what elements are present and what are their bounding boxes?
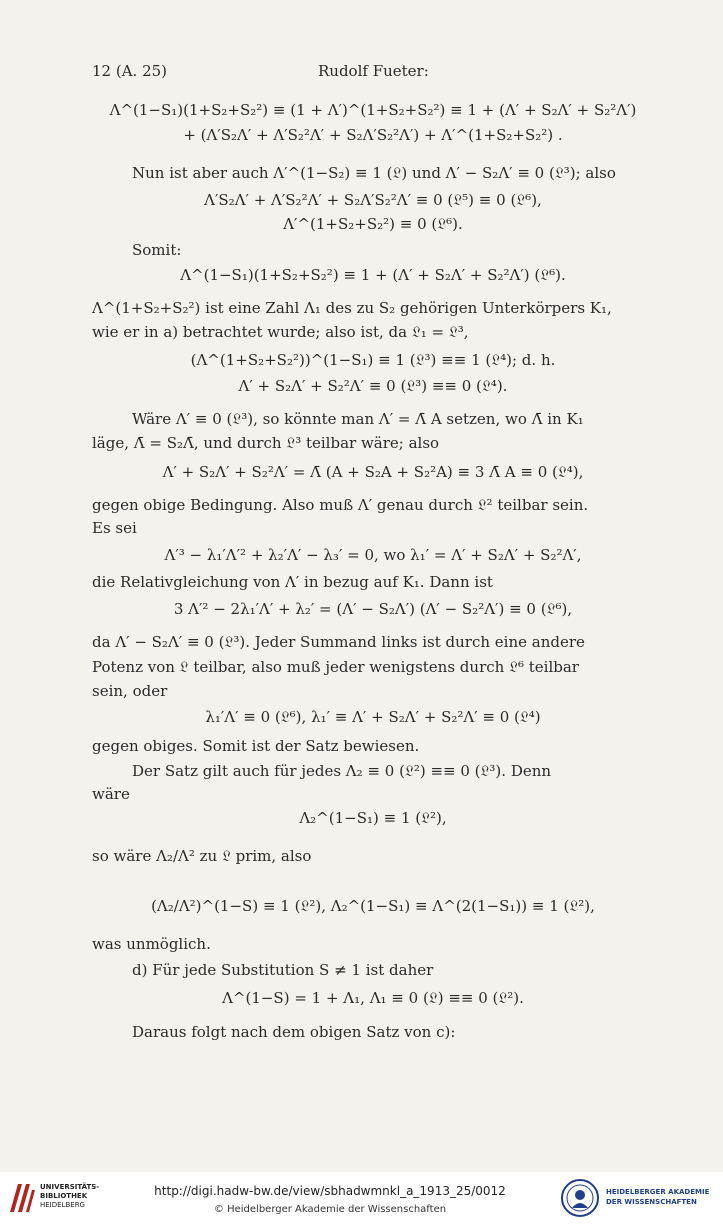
text-line: Nun ist aber auch Λ′^(1−S₂) ≡ 1 (𝔏) und Λ′ − S₂Λ′ ≡ 0 (𝔏³); also [132,164,616,182]
text-line: Somit: [132,241,182,259]
text-line: so wäre Λ₂/Λ² zu 𝔏 prim, also [92,847,312,865]
library-name-line: UNIVERSITÄTS- [40,1183,100,1191]
university-library-logo-icon [8,1180,36,1214]
formula-line: 3 Λ′² − 2λ₁′Λ′ + λ₂′ = (Λ′ − S₂Λ′) (Λ′ − S₂²Λ′) ≡ 0 (𝔏⁶), [173,600,573,618]
formula-line: Λ^(1−S) = 1 + Λ₁, Λ₁ ≡ 0 (𝔏) ≡≡ 0 (𝔏²). [222,989,524,1007]
formula-line: + (Λ′S₂Λ′ + Λ′S₂²Λ′ + S₂Λ′S₂²Λ′) + Λ′^(1+S₂+S₂²) . [183,126,563,144]
text-line: wie er in a) betrachtet wurde; also ist, da 𝔏₁ = 𝔏³, [92,323,469,341]
formula-line: Λ′ + S₂Λ′ + S₂²Λ′ ≡ 0 (𝔏³) ≡≡ 0 (𝔏⁴). [238,377,508,395]
formula-line: (Λ^(1+S₂+S₂²))^(1−S₁) ≡ 1 (𝔏³) ≡≡ 1 (𝔏⁴); d. h. [190,351,556,369]
formula-line: λ₁′Λ′ ≡ 0 (𝔏⁶), λ₁′ ≡ Λ′ + S₂Λ′ + S₂²Λ′ ≡ 0 (𝔏⁴) [205,708,541,726]
formula-line: Λ^(1−S₁)(1+S₂+S₂²) ≡ (1 + Λ′)^(1+S₂+S₂²) ≡ 1 + (Λ′ + S₂Λ′ + S₂²Λ′) [109,101,637,119]
text-line: Es sei [92,519,137,537]
footer-bar [0,1172,723,1224]
text-line: da Λ′ − S₂Λ′ ≡ 0 (𝔏³). Jeder Summand links ist durch eine andere [92,633,585,651]
text-line: die Relativgleichung von Λ′ in bezug auf K₁. Dann ist [92,573,493,591]
text-line: was unmöglich. [92,935,211,953]
academy-name [606,1187,709,1207]
formula-line: Λ′ + S₂Λ′ + S₂²Λ′ = Λ̄ (A + S₂A + S₂²A) ≡ 3 Λ̄ A ≡ 0 (𝔏⁴), [162,463,584,481]
library-name-line: BIBLIOTHEK [40,1192,88,1200]
author-name: Rudolf Fueter: [318,62,429,80]
text-line: Daraus folgt nach dem obigen Satz von c): [132,1023,456,1041]
academy-name-line: DER WISSENSCHAFTEN [606,1198,697,1206]
formula-line: Λ^(1−S₁)(1+S₂+S₂²) ≡ 1 + (Λ′ + S₂Λ′ + S₂²Λ′) (𝔏⁶). [180,266,566,284]
formula-line: Λ′S₂Λ′ + Λ′S₂²Λ′ + S₂Λ′S₂²Λ′ ≡ 0 (𝔏⁵) ≡ 0 (𝔏⁶), [204,191,542,209]
academy-seal-icon [560,1178,600,1218]
formula-line: Λ′^(1+S₂+S₂²) ≡ 0 (𝔏⁶). [283,215,463,233]
text-line: Wäre Λ′ ≡ 0 (𝔏³), so könnte man Λ′ = Λ̄ A setzen, wo Λ̄ in K₁ [132,410,584,428]
library-name-line: HEIDELBERG [40,1201,85,1209]
text-line: Potenz von 𝔏 teilbar, also muß jeder wenigstens durch 𝔏⁶ teilbar [92,658,579,676]
text-line: d) Für jede Substitution S ≠ 1 ist daher [132,961,434,979]
text-line: Λ^(1+S₂+S₂²) ist eine Zahl Λ₁ des zu S₂ gehörigen Unterkörpers K₁, [92,299,612,317]
page-reference: 12 (A. 25) [92,62,168,80]
text-line: gegen obige Bedingung. Also muß Λ′ genau durch 𝔏² teilbar sein. [92,496,589,514]
copyright-notice: © Heidelberger Akademie der Wissenschaften [213,1204,447,1215]
text-line: läge, Λ̄ = S₂Λ̄, und durch 𝔏³ teilbar wäre; also [92,434,440,452]
text-line: gegen obiges. Somit ist der Satz bewiesen. [92,737,420,755]
text-line: wäre [92,785,130,803]
running-header [92,62,652,86]
formula-line: Λ₂^(1−S₁) ≡ 1 (𝔏²), [299,809,447,827]
academy-name-line: HEIDELBERGER AKADEMIE [606,1188,710,1196]
text-line: Der Satz gilt auch für jedes Λ₂ ≡ 0 (𝔏²) ≡≡ 0 (𝔏³). Denn [132,762,552,780]
formula-line: Λ′³ − λ₁′Λ′² + λ₂′Λ′ − λ₃′ = 0, wo λ₁′ = Λ′ + S₂Λ′ + S₂²Λ′, [164,546,582,564]
source-url-link[interactable]: http://digi.hadw-bw.de/view/sbhadwmnkl_a_1913_25/0012 [154,1184,506,1198]
formula-line: (Λ₂/Λ²)^(1−S) ≡ 1 (𝔏²), Λ₂^(1−S₁) ≡ Λ^(2(1−S₁)) ≡ 1 (𝔏²), [151,897,595,915]
library-name [40,1183,99,1210]
text-line: sein, oder [92,682,168,700]
